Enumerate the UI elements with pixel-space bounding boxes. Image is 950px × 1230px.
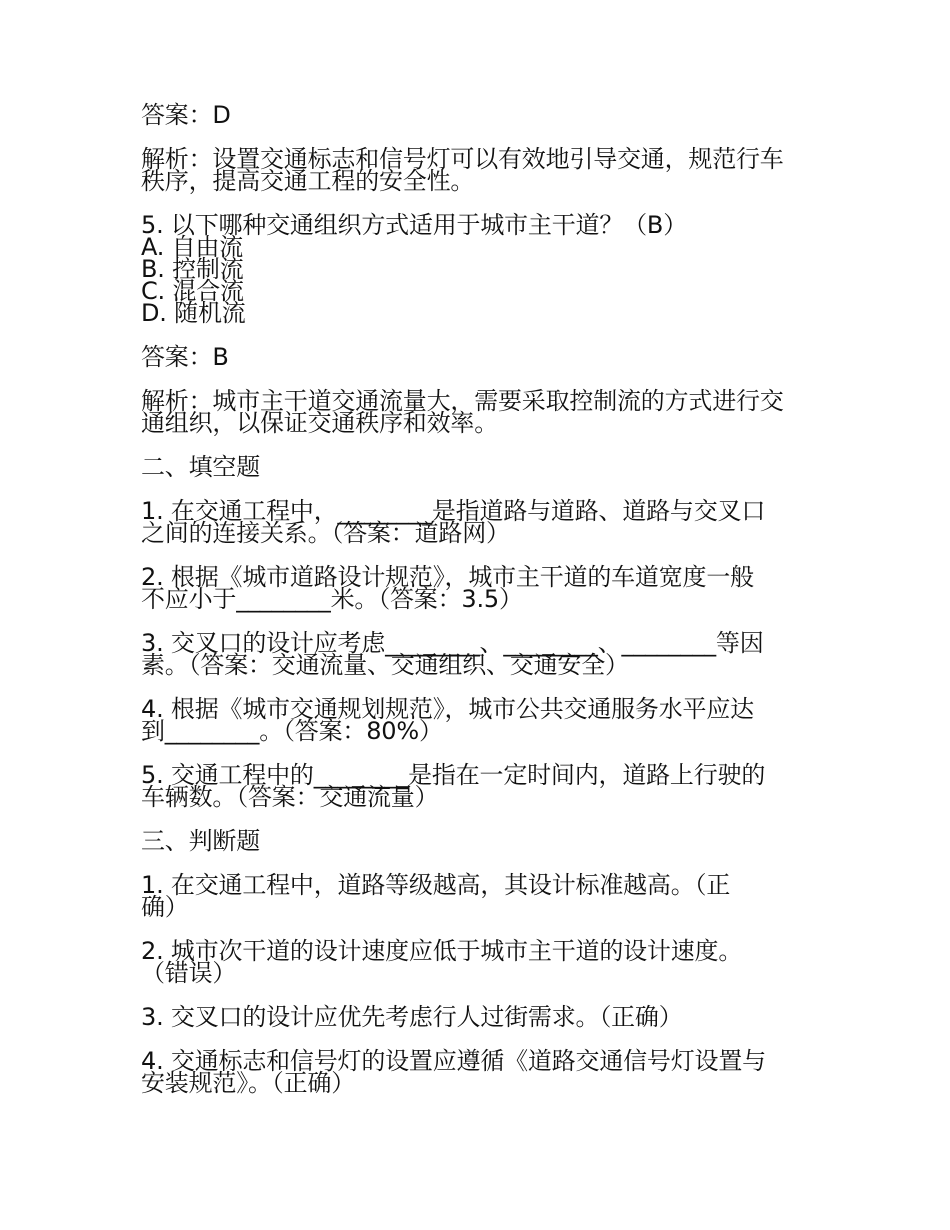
text-line: 到________。（答案：80%）: [141, 717, 443, 745]
fill-blank-3: [141, 629, 821, 679]
question-5: [141, 211, 821, 327]
true-false-3: [141, 1003, 821, 1031]
text-line: 1. 在交通工程中，________是指道路与道路、道路与交叉口: [141, 497, 766, 525]
answer-4: [141, 101, 821, 129]
text-line: 3. 交叉口的设计应优先考虑行人过街需求。（正确）: [141, 1003, 683, 1031]
answer-5: [141, 343, 821, 371]
text-line: 不应小于________米。（答案：3.5）: [141, 585, 523, 613]
text-line: 4. 根据《城市交通规划规范》，城市公共交通服务水平应达: [141, 695, 754, 723]
text-line: 1. 在交通工程中，道路等级越高，其设计标准越高。（正: [141, 871, 731, 899]
explanation-4: [141, 145, 821, 195]
text-line: 之间的连接关系。（答案：道路网）: [141, 519, 510, 547]
text-line: 解析：城市主干道交通流量大，需要采取控制流的方式进行交: [141, 387, 784, 415]
text-line: 秩序，提高交通工程的安全性。: [141, 167, 475, 195]
option-d: D. 随机流: [141, 299, 246, 327]
text-line: 通组织，以保证交通秩序和效率。: [141, 409, 498, 437]
true-false-1: [141, 871, 821, 921]
text-line: 确）: [141, 893, 189, 921]
true-false-2: [141, 937, 821, 987]
text-line: 3. 交叉口的设计应考虑________、________、________等因: [141, 629, 764, 657]
text-line: 素。（答案：交通流量、交通组织、交通安全）: [141, 651, 629, 679]
option-a: A. 自由流: [141, 233, 244, 261]
document-page: [141, 101, 821, 1116]
explanation-5: [141, 387, 821, 437]
text-line: 解析：设置交通标志和信号灯可以有效地引导交通，规范行车: [141, 145, 784, 173]
text-line: 5. 交通工程中的________是指在一定时间内，道路上行驶的: [141, 761, 766, 789]
fill-blank-5: [141, 761, 821, 811]
section-heading-true-false: [141, 827, 821, 855]
text-line: 答案：B: [141, 343, 229, 371]
section-heading: 二、填空题: [141, 453, 260, 481]
fill-blank-4: [141, 695, 821, 745]
question-text: 5. 以下哪种交通组织方式适用于城市主干道？（B）: [141, 211, 687, 239]
text-line: 4. 交通标志和信号灯的设置应遵循《道路交通信号灯设置与: [141, 1047, 766, 1075]
text-line: 2. 根据《城市道路设计规范》，城市主干道的车道宽度一般: [141, 563, 754, 591]
option-b: B. 控制流: [141, 255, 244, 283]
section-heading: 三、判断题: [141, 827, 260, 855]
option-c: C. 混合流: [141, 277, 244, 305]
text-line: 答案：D: [141, 101, 231, 129]
text-line: 2. 城市次干道的设计速度应低于城市主干道的设计速度。: [141, 937, 743, 965]
text-line: 安装规范》。（正确）: [141, 1069, 355, 1097]
section-heading-fill-blank: [141, 453, 821, 481]
text-line: （错误）: [141, 959, 237, 987]
text-line: 车辆数。（答案：交通流量）: [141, 783, 439, 811]
fill-blank-2: [141, 563, 821, 613]
fill-blank-1: [141, 497, 821, 547]
true-false-4: [141, 1047, 821, 1097]
